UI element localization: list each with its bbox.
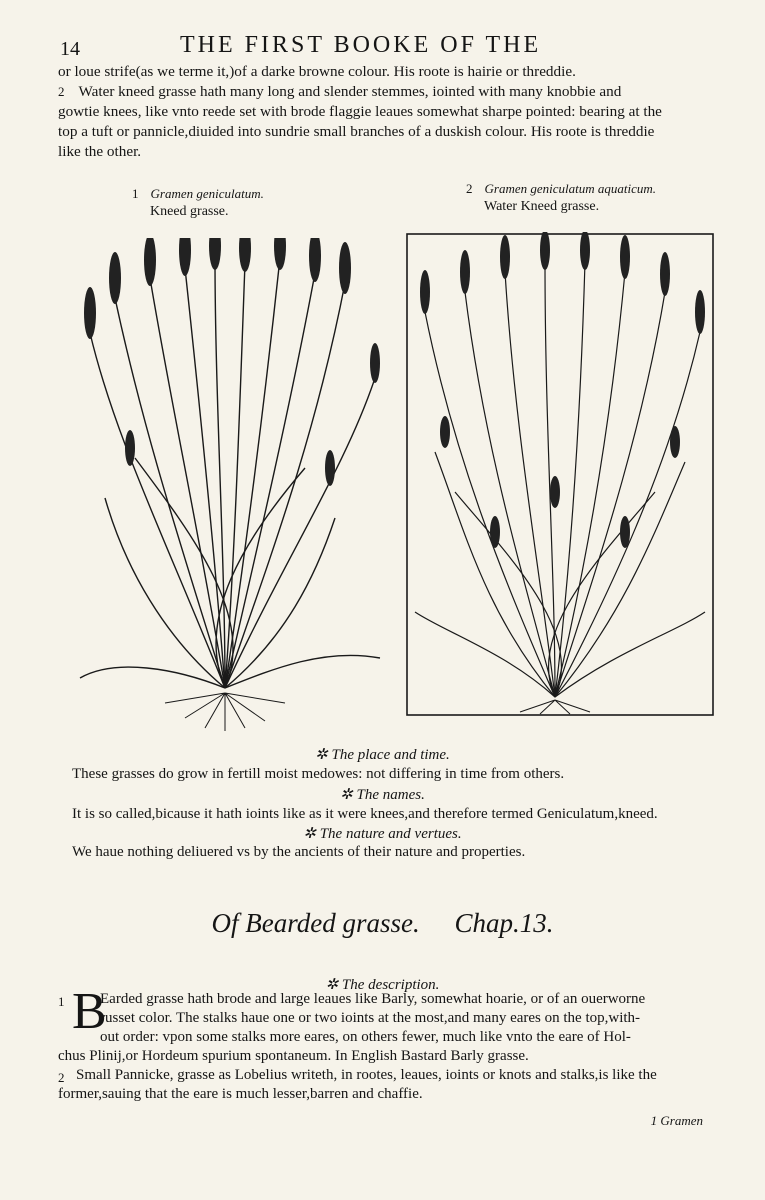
intro-line: gowtie knees, like vnto reede set with brode flaggie leaues somewhat sharpe pointed: bearing at the	[58, 103, 662, 120]
intro-line: top a tuft or pannicle,diuided into sundrie small branches of a duskish colour. His roote is threddie	[58, 123, 655, 140]
item-number: 1	[58, 994, 65, 1009]
description-heading: ✲ The description.	[325, 977, 440, 993]
names-heading: ✲ The names.	[340, 787, 425, 803]
chapter-name: Of Bearded grasse.	[211, 908, 420, 938]
figure-latin-name: Gramen geniculatum aquaticum.	[484, 181, 657, 196]
chapter-number: Chap.13.	[454, 908, 554, 938]
place-and-time-heading: ✲ The place and time.	[315, 747, 450, 763]
figure-caption-2	[466, 180, 656, 215]
running-title: THE FIRST BOOKE OF THE	[180, 32, 542, 58]
description-line: Earded grasse hath brode and large leaues like Barly, somewhat hoarie, or of an ouerworne	[100, 991, 646, 1007]
water-kneed-grass-illustration	[405, 232, 715, 717]
page-header	[60, 28, 707, 62]
description-line: russet color. The stalks haue one or two ioints at the most,and many eares on the top,with-	[100, 1010, 641, 1026]
place-and-time-text: These grasses do grow in fertill moist medowes: not differing in time from others.	[72, 766, 565, 782]
description-line: Small Pannicke, grasse as Lobelius writeth, in rootes, leaues, ioints or knots and stalks,is like the	[76, 1067, 657, 1083]
description-line: chus Plinij,or Hordeum spurium spontaneum. In English Bastard Barly grasse.	[58, 1048, 529, 1064]
figure-english-name: Water Kneed grasse.	[484, 199, 600, 214]
intro-line: like the other.	[58, 143, 142, 160]
intro-line	[58, 82, 713, 102]
page-number: 14	[60, 38, 80, 60]
nature-text: We haue nothing deliuered vs by the ancients of their nature and properties.	[72, 844, 526, 860]
nature-heading: ✲ The nature and vertues.	[303, 826, 462, 842]
figure-english-name: Kneed grasse.	[150, 204, 229, 219]
catchword: 1 Gramen	[650, 1113, 703, 1128]
item-number: 2	[58, 84, 65, 99]
names-text: It is so called,bicause it hath ioints like as it were knees,and therefore termed Geniculatum,kneed.	[72, 806, 658, 822]
chapter-title	[0, 908, 765, 939]
figure-number: 1	[132, 186, 139, 201]
figure-number: 2	[466, 181, 473, 196]
intro-paragraph	[58, 62, 713, 162]
description-line: former,sauing that the eare is much lesser,barren and chaffie.	[58, 1086, 423, 1102]
intro-line: or loue strife(as we terme it,)of a darke browne colour. His roote is hairie or threddie.	[58, 63, 576, 80]
intro-line-text: Water kneed grasse hath many long and slender stemmes, iointed with many knobbie and	[78, 83, 622, 100]
drop-cap: B	[72, 983, 107, 1040]
figure-latin-name: Gramen geniculatum.	[150, 186, 264, 201]
kneed-grass-illustration	[75, 238, 385, 733]
item-number: 2	[58, 1070, 65, 1085]
description-line: out order: vpon some stalks more eares, on others fewer, much like vnto the eare of Hol-	[100, 1029, 631, 1045]
figure-caption-1	[132, 185, 264, 220]
